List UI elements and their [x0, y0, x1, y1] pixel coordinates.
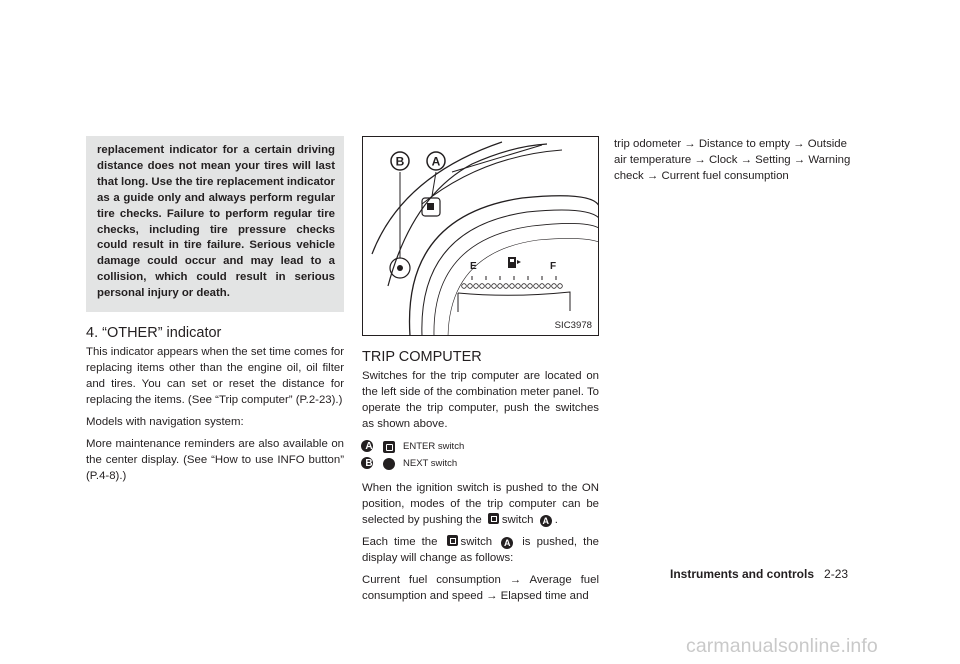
trip-computer-heading: TRIP COMPUTER: [362, 349, 482, 365]
display-change-paragraph: [362, 534, 599, 566]
middle-column: [362, 136, 599, 610]
watermark: carmanualsonline.info: [686, 635, 878, 657]
inline-letter-a-2: A: [501, 537, 513, 549]
legend-letter-a: A: [362, 439, 376, 455]
legend-row-next: [362, 455, 599, 472]
other-indicator-heading: 4. “OTHER” indicator: [86, 325, 222, 342]
other-indicator-paragraph: This indicator appears when the set time comes for replacing items other than the engine oil, oil filter and tires. You can set or reset the distance for replacing the items. (See “Trip computer” (P.2-23).): [86, 346, 344, 407]
pushed-text: is pushed, the display will change as follows:: [362, 536, 599, 564]
switch-legend: [362, 438, 599, 472]
page-footer: [670, 567, 848, 581]
mode-sequence-paragraph: Current fuel consumption → Average fuel consumption and speed → Elapsed time and: [362, 574, 599, 602]
legend-label-next: NEXT switch: [403, 457, 458, 469]
inline-letter-a: A: [540, 515, 552, 527]
ignition-text: When the ignition switch is pushed to the ON position, modes of the trip computer can be selected by pushing the: [362, 482, 599, 526]
each-time-text: Each time the: [362, 536, 438, 548]
switch-word: switch: [501, 514, 534, 526]
trip-computer-intro: Switches for the trip computer are located on the left side of the combination meter panel. To operate the trip computer, push the switches as shown above.: [362, 370, 599, 430]
meter-illustration: [362, 136, 599, 336]
enter-switch-inline-icon: [488, 513, 499, 524]
gauge-empty-label: E: [470, 261, 477, 272]
gauge-full-label: F: [550, 261, 557, 272]
page-number: 2-23: [824, 567, 849, 581]
callout-a-label: A: [431, 154, 441, 169]
warning-box: [86, 136, 344, 312]
left-column: [86, 136, 344, 490]
enter-switch-icon: [383, 441, 395, 453]
callout-b-label: B: [395, 154, 405, 169]
enter-switch-inline-icon-2: [447, 535, 458, 546]
legend-row-enter: [362, 438, 599, 455]
navigation-models-note: Models with navigation system:: [86, 416, 244, 429]
switch-word-2: switch: [460, 536, 493, 548]
warning-text: replacement indicator for a certain driving distance does not mean your tires will last that long. Use the tire replacement indicator as a guide only and always perform regular tire checks. Failure to perform regular tire checks, including tire pressure checks could result in tire failure. Serious vehicle damage could occur and may lead to a collision, which could result in serious personal injury or death.: [97, 144, 335, 300]
sentence-end: .: [554, 514, 558, 526]
footer-section-title: Instruments and controls: [670, 567, 815, 581]
next-switch-icon: [383, 458, 395, 470]
legend-label-enter: ENTER switch: [403, 440, 465, 452]
figure-caption: SIC3978: [554, 320, 592, 331]
right-column: [614, 136, 862, 190]
mode-sequence-continued: trip odometer → Distance to empty → Outside air temperature → Clock → Setting → Warning check → Current fuel consumption: [614, 138, 851, 182]
legend-letter-b: B: [362, 456, 376, 472]
meter-panel-figure: [362, 136, 599, 336]
info-button-paragraph: More maintenance reminders are also available on the center display. (See “How to use INFO button” (P.4-8).): [86, 438, 344, 483]
ignition-paragraph: [362, 480, 599, 528]
